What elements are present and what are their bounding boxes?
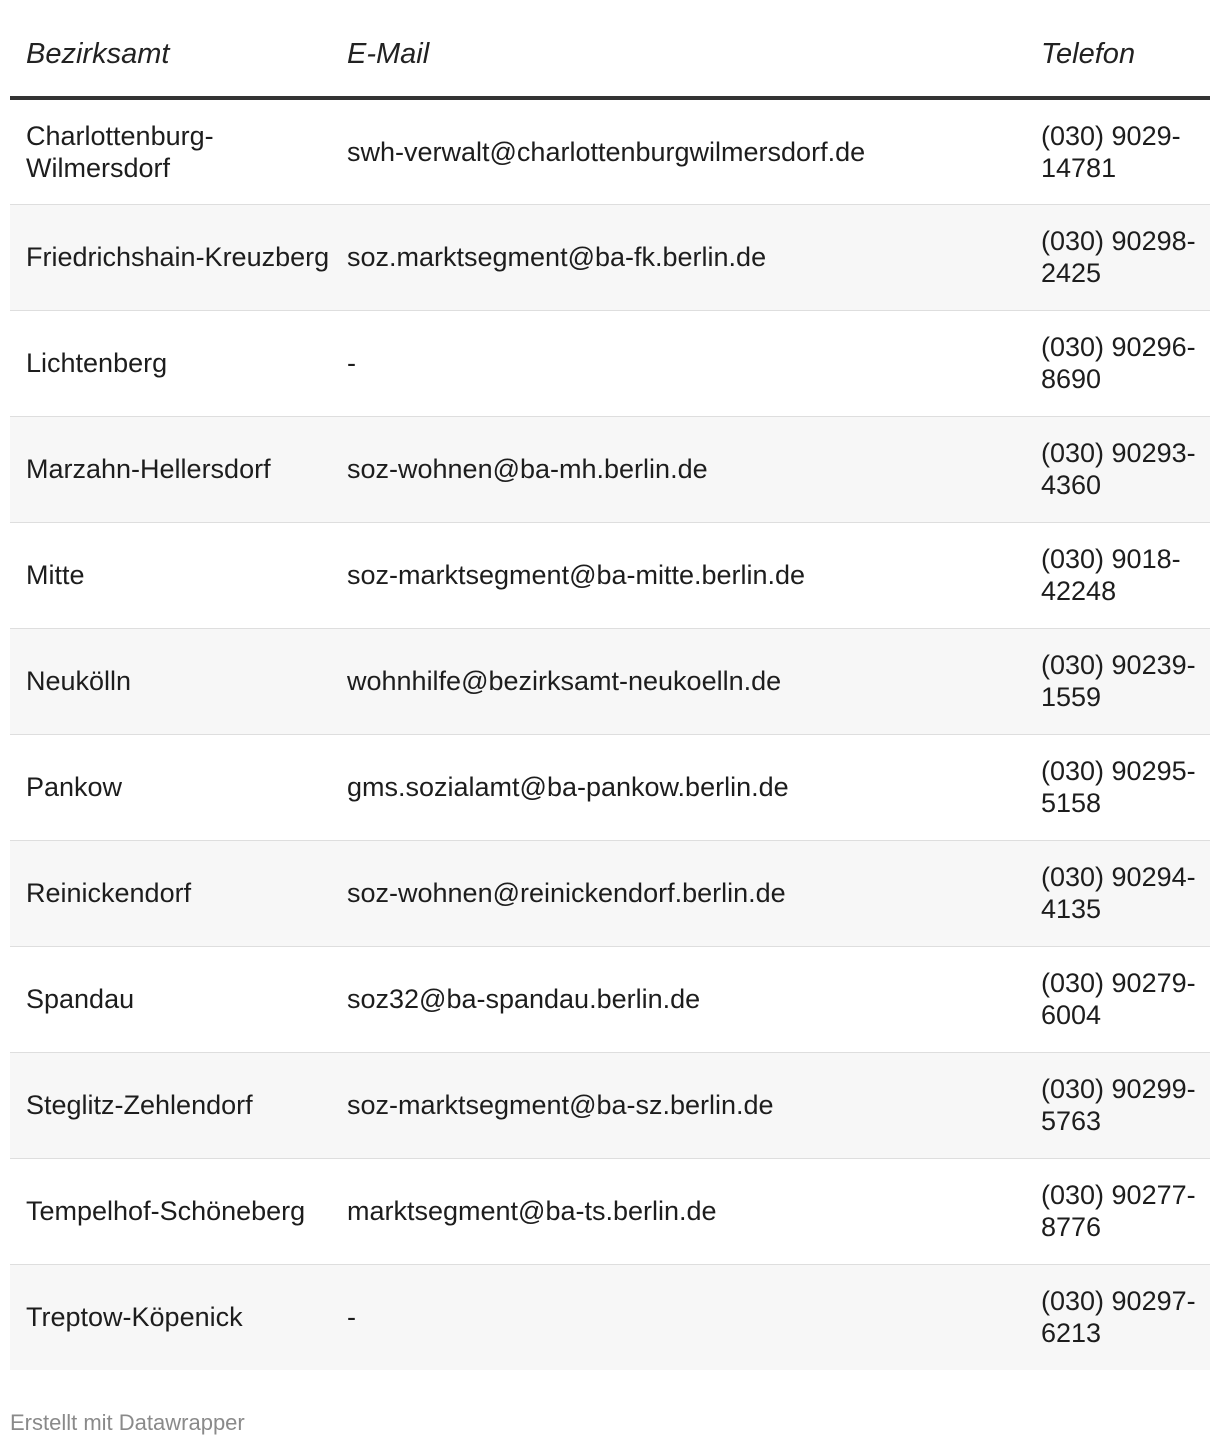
cell-telefon: (030) 90297-6213 [1024,1264,1210,1370]
table-row [10,1158,1210,1264]
cell-email: soz32@ba-spandau.berlin.de [331,946,1024,1052]
table-row [10,1264,1210,1370]
table-row [10,522,1210,628]
cell-telefon: (030) 90296-8690 [1024,310,1210,416]
header-row [10,0,1210,98]
table-body [10,98,1210,1370]
cell-telefon: (030) 90239-1559 [1024,628,1210,734]
cell-bezirksamt: Neukölln [10,628,331,734]
table-row [10,416,1210,522]
column-header-email[interactable]: E-Mail [331,0,1024,98]
cell-bezirksamt: Marzahn-Hellersdorf [10,416,331,522]
cell-email: gms.sozialamt@ba-pankow.berlin.de [331,734,1024,840]
column-header-telefon[interactable]: Telefon [1024,0,1210,98]
cell-bezirksamt: Lichtenberg [10,310,331,416]
cell-bezirksamt: Friedrichshain-Kreuzberg [10,204,331,310]
table-row [10,840,1210,946]
cell-email: - [331,1264,1024,1370]
cell-email: soz-marktsegment@ba-mitte.berlin.de [331,522,1024,628]
cell-telefon: (030) 9018-42248 [1024,522,1210,628]
cell-email: soz.marktsegment@ba-fk.berlin.de [331,204,1024,310]
cell-bezirksamt: Spandau [10,946,331,1052]
cell-email: marktsegment@ba-ts.berlin.de [331,1158,1024,1264]
cell-telefon: (030) 9029-14781 [1024,98,1210,204]
cell-email: soz-wohnen@reinickendorf.berlin.de [331,840,1024,946]
cell-bezirksamt: Reinickendorf [10,840,331,946]
column-header-bezirksamt[interactable]: Bezirksamt [10,0,331,98]
table-row [10,98,1210,204]
cell-bezirksamt: Pankow [10,734,331,840]
table-header [10,0,1210,98]
cell-email: wohnhilfe@bezirksamt-neukoelln.de [331,628,1024,734]
cell-email: - [331,310,1024,416]
cell-bezirksamt: Tempelhof-Schöneberg [10,1158,331,1264]
contact-table-container [10,0,1210,1370]
table-row [10,628,1210,734]
table-row [10,204,1210,310]
cell-bezirksamt: Charlottenburg-Wilmersdorf [10,98,331,204]
cell-email: soz-wohnen@ba-mh.berlin.de [331,416,1024,522]
table-row [10,310,1210,416]
cell-telefon: (030) 90293-4360 [1024,416,1210,522]
cell-email: swh-verwalt@charlottenburgwilmersdorf.de [331,98,1024,204]
table-row [10,734,1210,840]
cell-bezirksamt: Steglitz-Zehlendorf [10,1052,331,1158]
cell-telefon: (030) 90279-6004 [1024,946,1210,1052]
cell-telefon: (030) 90299-5763 [1024,1052,1210,1158]
cell-telefon: (030) 90298-2425 [1024,204,1210,310]
contact-table [10,0,1210,1370]
cell-telefon: (030) 90277-8776 [1024,1158,1210,1264]
cell-telefon: (030) 90295-5158 [1024,734,1210,840]
cell-telefon: (030) 90294-4135 [1024,840,1210,946]
table-row [10,1052,1210,1158]
cell-bezirksamt: Mitte [10,522,331,628]
datawrapper-credit[interactable]: Erstellt mit Datawrapper [10,1410,245,1435]
table-row [10,946,1210,1052]
cell-email: soz-marktsegment@ba-sz.berlin.de [331,1052,1024,1158]
cell-bezirksamt: Treptow-Köpenick [10,1264,331,1370]
